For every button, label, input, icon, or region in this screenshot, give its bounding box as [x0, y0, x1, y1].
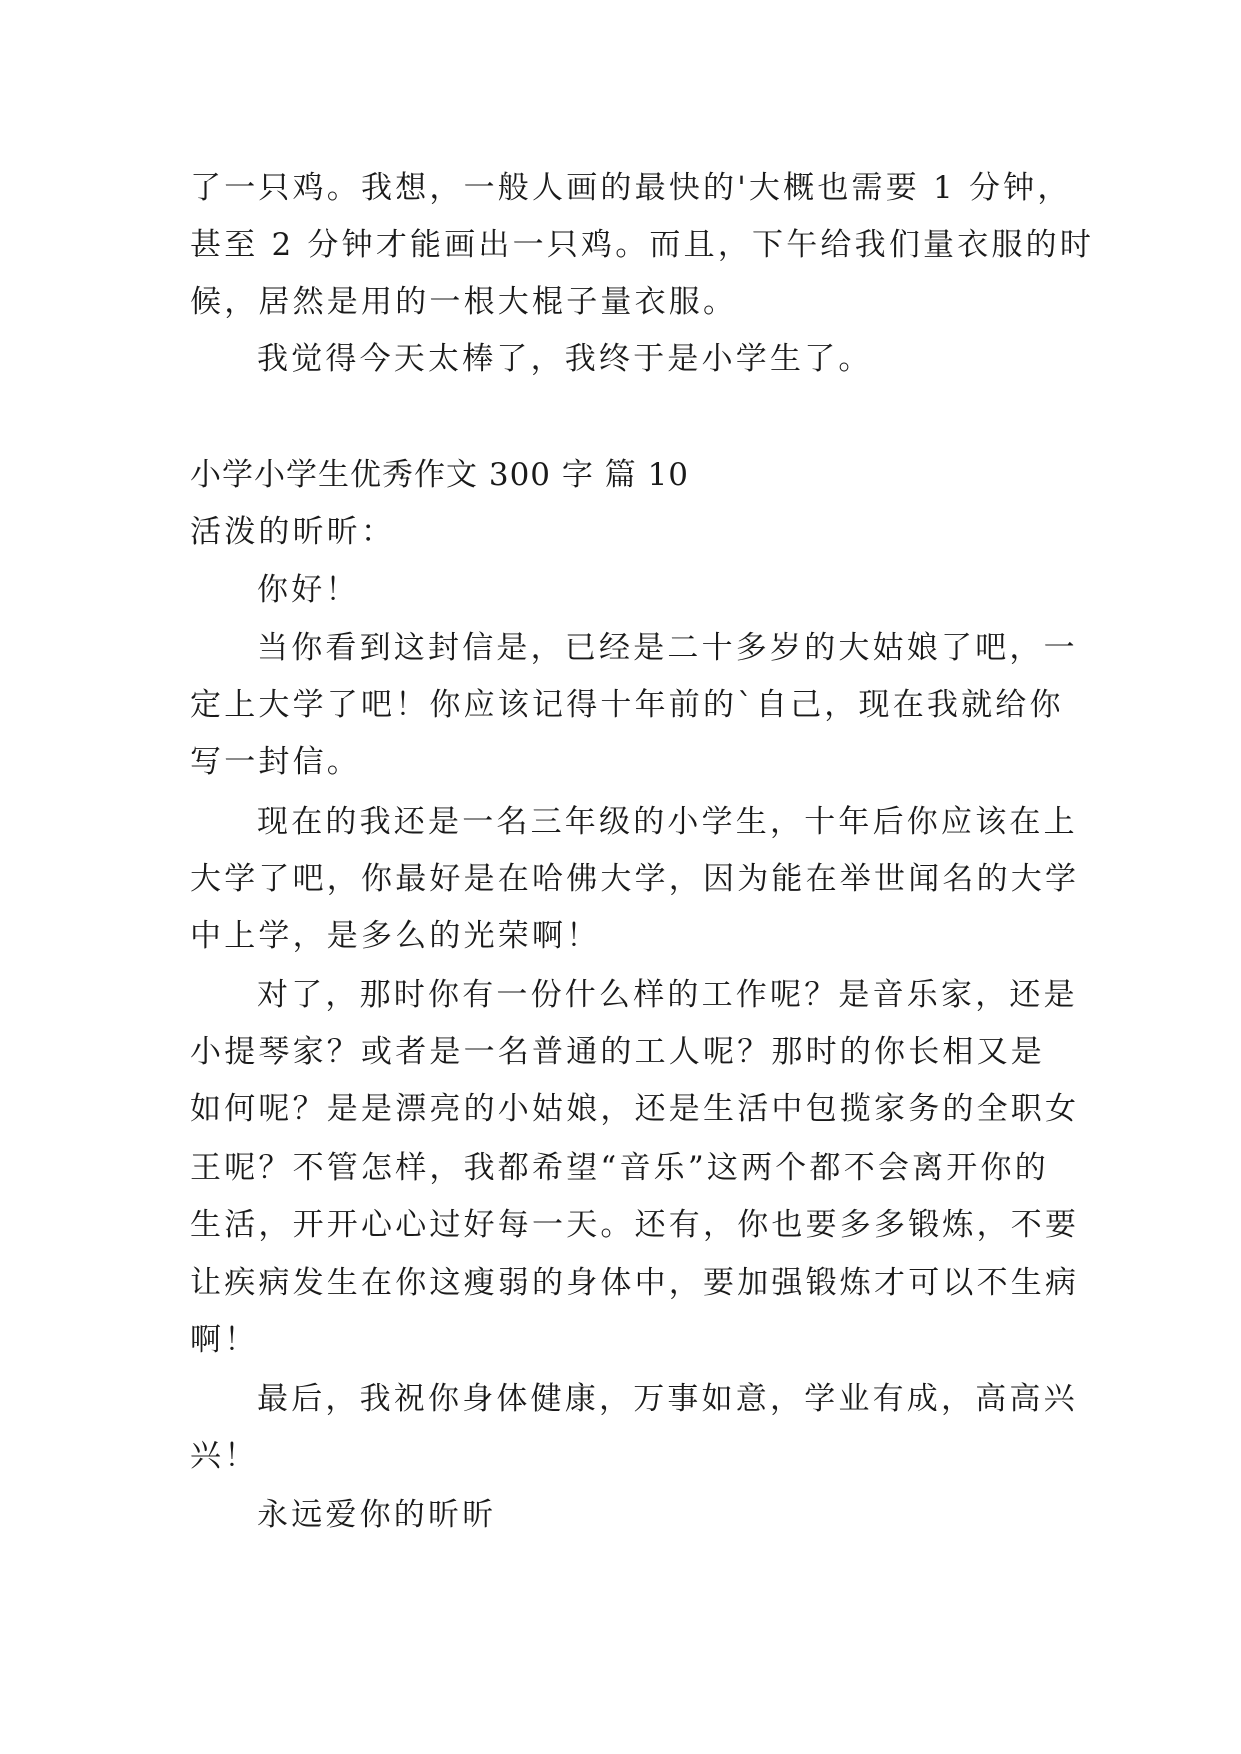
paragraph-line: 如何呢？是是漂亮的小姑娘，还是生活中包揽家务的全职女: [190, 1091, 1080, 1127]
paragraph-line: 让疾病发生在你这瘦弱的身体中，要加强锻炼才可以不生病: [190, 1265, 1080, 1301]
paragraph-line: 写一封信。: [190, 744, 361, 780]
paragraph-line: 大学了吧，你最好是在哈佛大学，因为能在举世闻名的大学: [190, 861, 1080, 897]
paragraph-line: 中上学，是多么的光荣啊！: [190, 918, 601, 954]
paragraph-line: 啊！: [190, 1322, 259, 1358]
paragraph-line: 当你看到这封信是，已经是二十多岁的大姑娘了吧，一: [257, 630, 1078, 666]
paragraph-line: 王呢？不管怎样，我都希望“音乐”这两个都不会离开你的: [190, 1150, 1049, 1186]
paragraph-line: 对了，那时你有一份什么样的工作呢？是音乐家，还是: [257, 977, 1078, 1013]
paragraph-line: 生活，开开心心过好每一天。还有，你也要多多锻炼，不要: [190, 1207, 1080, 1243]
paragraph-line: 了一只鸡。我想，一般人画的最快的'大概也需要 1 分钟，: [190, 170, 1072, 206]
paragraph-line: 定上大学了吧！你应该记得十年前的`自己，现在我就给你: [190, 687, 1064, 723]
paragraph-line: 候，居然是用的一根大棍子量衣服。: [190, 284, 738, 320]
paragraph-line: 最后，我祝你身体健康，万事如意，学业有成，高高兴: [257, 1381, 1078, 1417]
section-title: 小学小学生优秀作文 300 字 篇 10: [190, 457, 690, 493]
signature: 永远爱你的昕昕: [257, 1497, 497, 1533]
paragraph-line: 兴！: [190, 1438, 259, 1474]
paragraph-line: 小提琴家？或者是一名普通的工人呢？那时的你长相又是: [190, 1034, 1045, 1070]
paragraph-line: 甚至 2 分钟才能画出一只鸡。而且，下午给我们量衣服的时: [190, 227, 1095, 263]
paragraph-line: 现在的我还是一名三年级的小学生，十年后你应该在上: [257, 804, 1078, 840]
salutation: 活泼的昕昕：: [190, 514, 396, 550]
greeting: 你好！: [257, 572, 360, 608]
paragraph-line: 我觉得今天太棒了，我终于是小学生了。: [257, 341, 873, 377]
